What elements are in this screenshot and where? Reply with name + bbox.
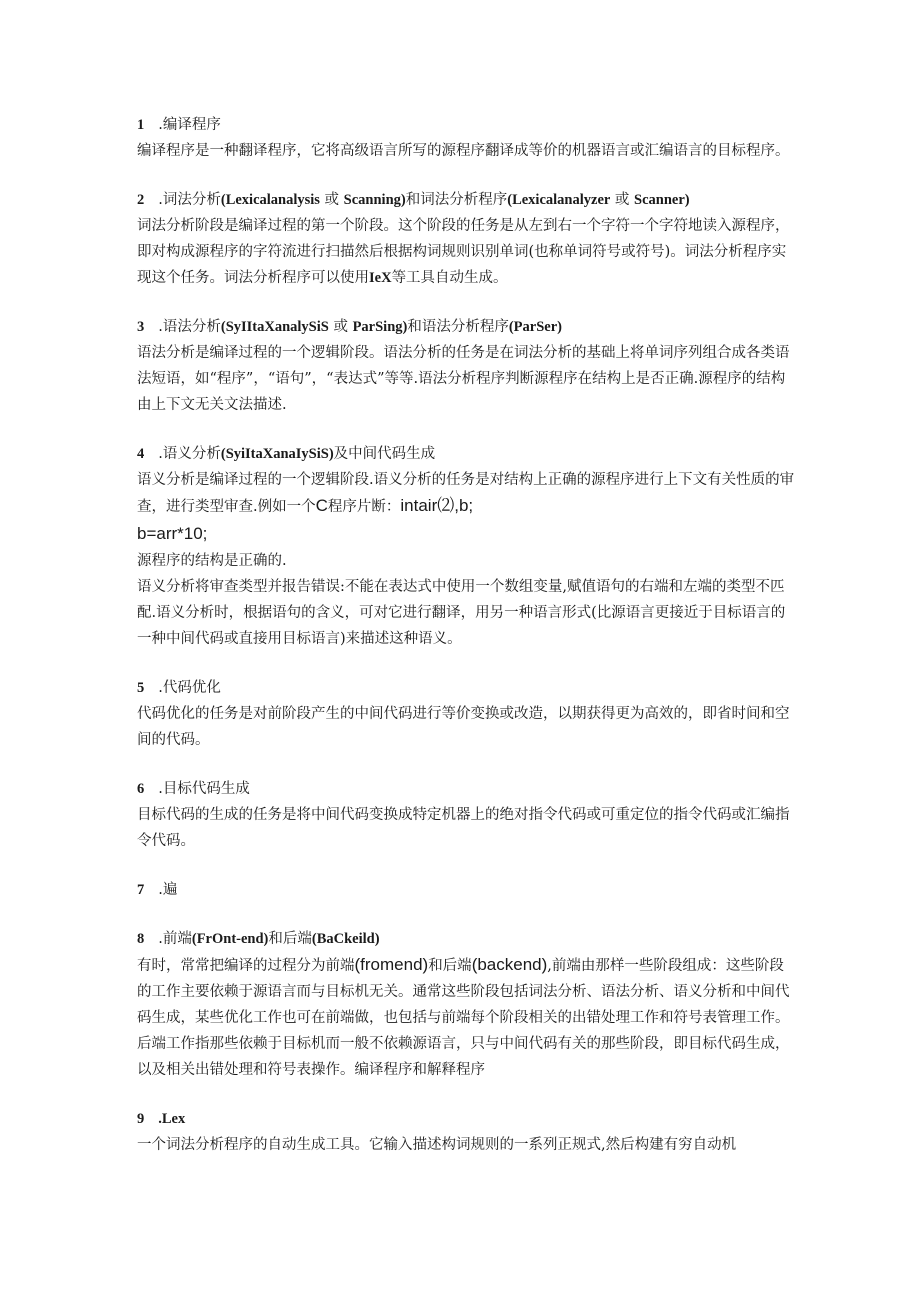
- title-part: .语法分析: [158, 319, 221, 335]
- section-heading: [137, 776, 797, 802]
- code-line: b=arr*10;: [137, 524, 208, 543]
- title-part: .语义分析: [158, 446, 221, 462]
- title-part: Scanner): [634, 192, 690, 208]
- title-part: Scanning): [343, 192, 406, 208]
- title-part: (Lexicalanalysis: [220, 192, 320, 208]
- paragraph: 源程序的结构是正确的.: [137, 553, 287, 569]
- section-heading: [137, 112, 797, 138]
- paragraph: [137, 952, 797, 1083]
- title-part: (ParSer): [508, 319, 562, 335]
- paragraph-text: 词法分析阶段是编译过程的第一个阶段。这个阶段的任务是从左到右一个字符一个字符地读入源程序，即对构成源程序的字符流进行扫描然后根据构词规则识别单词(也称单词符号或符号)。词法分析程序实现这个任务。词法分析程序可以使用: [137, 218, 790, 286]
- title-part: 和词法分析程序: [405, 192, 508, 208]
- section-title: .目标代码生成: [158, 781, 250, 797]
- paragraph-text: 程序片断：: [327, 499, 401, 515]
- section-title: .遍: [158, 882, 178, 898]
- section-heading: [137, 926, 797, 952]
- title-part: .前端: [158, 931, 192, 947]
- paragraph-text: 语义分析是编译过程的一个逻辑阶段.语义分析的任务是对结构上正确的源程序进行上下文有关性质的审查，进行类型审查.例如一个: [137, 472, 795, 515]
- section-title: .代码优化: [158, 680, 221, 696]
- section-number: 4: [137, 446, 145, 462]
- section-3: [137, 314, 797, 418]
- term: (backend): [471, 955, 548, 974]
- paragraph: 语法分析是编译过程的一个逻辑阶段。语法分析的任务是在词法分析的基础上将单词序列组合成各类语法短语，如“程序”，“语句”，“表达式”等等.语法分析程序判断源程序在结构上是否正确.源程序的结构由上下文无关文法描述.: [137, 345, 790, 413]
- section-number: 5: [137, 680, 145, 696]
- section-number: 3: [137, 319, 145, 335]
- section-number: 7: [137, 882, 145, 898]
- section-number: 8: [137, 931, 145, 947]
- paragraph: 目标代码的生成的任务是将中间代码变换成特定机器上的绝对指令代码或可重定位的指令代码或汇编指令代码。: [137, 807, 790, 849]
- title-part: (SyIItaXanalySiS: [220, 319, 329, 335]
- section-title: .Lex: [158, 1111, 186, 1127]
- section-number: 9: [137, 1111, 145, 1127]
- title-part: 和后端: [268, 931, 312, 947]
- section-number: 6: [137, 781, 145, 797]
- paragraph-text: 和后端: [428, 958, 472, 974]
- paragraph: 语义分析将审查类型并报告错误:不能在表达式中使用一个数组变量,赋值语句的右端和左端的类型不匹配.语义分析时，根据语句的含义，可对它进行翻译，用另一种语言形式(比源语言更接近于目标语言的一种中间代码或直接用目标语言)来描述这种语义。: [137, 579, 786, 647]
- paragraph: 一个词法分析程序的自动生成工具。它输入描述构词规则的一系列正规式,然后构建有穷自动机: [137, 1137, 737, 1153]
- title-part: 或: [328, 319, 353, 335]
- title-part: (BaCkeild): [311, 931, 380, 947]
- title-part: 及中间代码生成: [333, 446, 436, 462]
- paragraph: [137, 467, 797, 520]
- title-part: (Lexicalanalyzer: [507, 192, 611, 208]
- section-6: [137, 776, 797, 854]
- term: (fromend): [354, 955, 429, 974]
- document-page: [137, 112, 797, 1181]
- section-2: [137, 187, 797, 291]
- paragraph-text: 有时，常常把编译的过程分为前端: [137, 958, 355, 974]
- section-8: [137, 926, 797, 1083]
- section-number: 1: [137, 117, 145, 133]
- section-number: 2: [137, 192, 145, 208]
- paragraph: 编译程序是一种翻译程序，它将高级语言所写的源程序翻译成等价的机器语言或汇编语言的目标程序。: [137, 143, 790, 159]
- title-part: 和语法分析程序: [407, 319, 509, 335]
- section-heading: [137, 1106, 797, 1132]
- section-heading: [137, 877, 797, 903]
- section-9: [137, 1106, 797, 1158]
- paragraph: 代码优化的任务是对前阶段产生的中间代码进行等价变换或改造，以期获得更为高效的，即省时间和空间的代码。: [137, 706, 790, 748]
- tool-name: IeX: [369, 270, 392, 286]
- title-part: ParSing): [352, 319, 408, 335]
- section-7: [137, 877, 797, 903]
- section-4: [137, 441, 797, 652]
- section-heading: [137, 675, 797, 701]
- section-heading: [137, 187, 797, 213]
- title-part: 或: [610, 192, 635, 208]
- section-heading: [137, 441, 797, 467]
- paragraph: [137, 213, 797, 291]
- section-1: [137, 112, 797, 164]
- language-name: C: [315, 496, 328, 515]
- section-5: [137, 675, 797, 753]
- title-part: 或: [319, 192, 344, 208]
- title-part: (FrOnt-end): [191, 931, 269, 947]
- title-part: .词法分析: [158, 192, 221, 208]
- paragraph-text: 等工具自动生成。: [391, 270, 508, 286]
- section-heading: [137, 314, 797, 340]
- code-snippet: intair⑵,b;: [400, 496, 474, 515]
- title-part: (SyiItaXanaIySiS): [220, 446, 334, 462]
- section-title: .编译程序: [158, 117, 221, 133]
- paragraph-text: ,前端由那样一些阶段组成：这些阶段的工作主要依赖于源语言而与目标机无关。通常这些阶段包括词法分析、语法分析、语义分析和中间代码生成，某些优化工作也可在前端做，也包括与前端每个阶段相关的出错处理工作和符号表管理工作。后端工作指那些依赖于目标机而一般不依赖源语言，只与中间代码有关的那些阶段，即目标代码生成，以及相关出错处理和符号表操作。编译程序和解释程序: [137, 958, 790, 1078]
